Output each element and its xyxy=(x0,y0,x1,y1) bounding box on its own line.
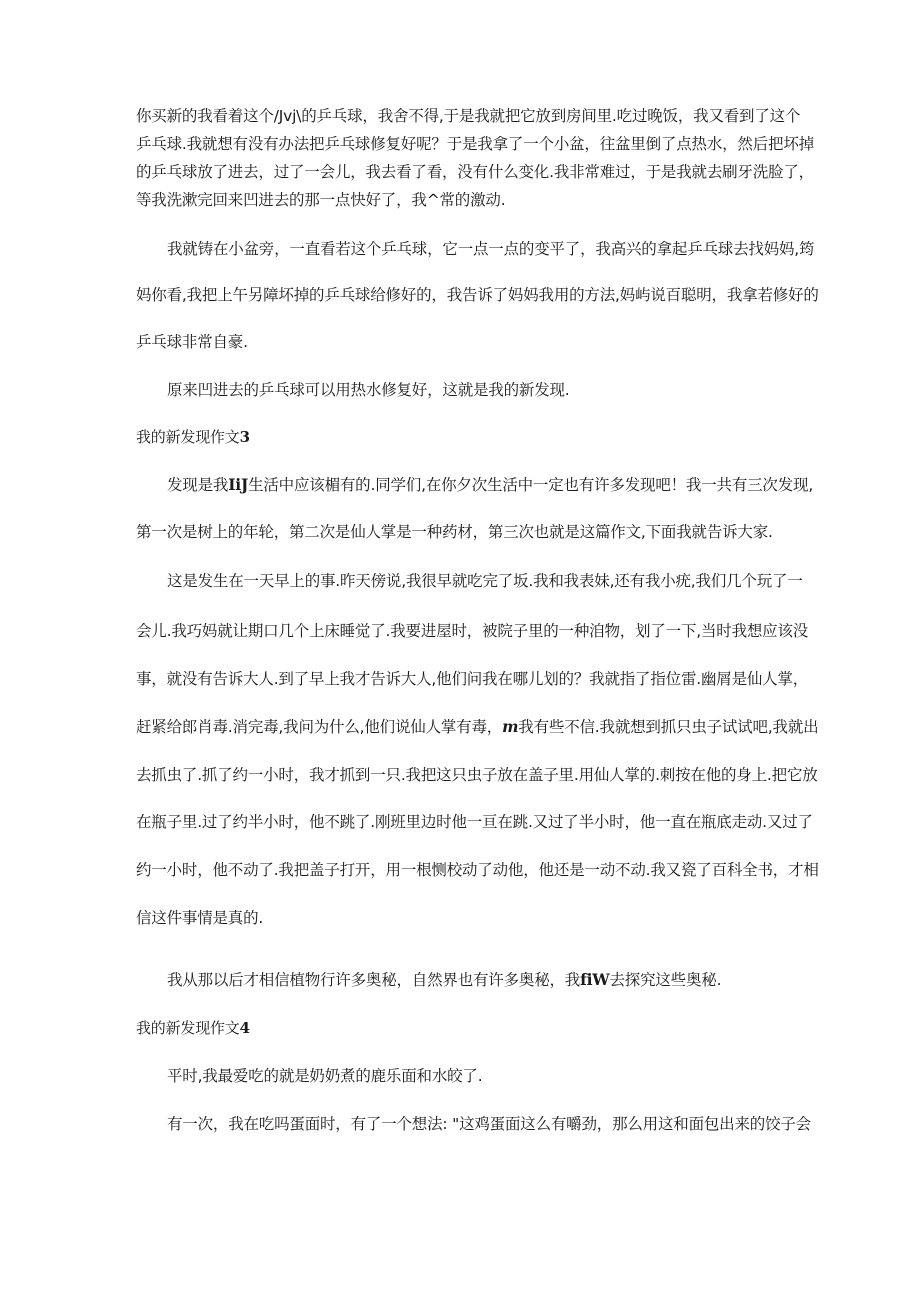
paragraph-2-line-3: 乒乓球非常自豪. xyxy=(136,333,248,351)
paragraph-4-line-1 xyxy=(167,475,814,495)
paragraph-6-line-1-end: 去探究这些奥秘. xyxy=(609,971,722,989)
paragraph-1-line-2: 乒乓球.我就想有没有办法把乒乓球修复好呢？于是我拿了一个小盆，往盆里倒了点热水，然后把坏掉 xyxy=(136,135,814,153)
paragraph-6-line-1 xyxy=(167,970,786,990)
section-heading-3 xyxy=(136,427,786,447)
paragraph-5-line-4-start: 赶紧给郎肖毒.消完毒,我问为什么,他们说仙人掌有毒， xyxy=(136,718,503,736)
section-heading-4-number: 4 xyxy=(239,1019,250,1037)
paragraph-1-line-3: 的乒乓球放了进去，过了一会儿，我去看了看，没有什么变化.我非常难过，于是我就去刷牙洗脸了， xyxy=(136,163,814,181)
section-heading-3-number: 3 xyxy=(239,428,250,446)
paragraph-5-line-3: 事，就没有告诉大人.到了早上我才告诉大人,他们问我在哪儿划的？我就指了指位雷.幽屑是仙人掌， xyxy=(136,670,809,688)
paragraph-8-line-1: 有一次，我在吃吗蛋面时，有了一个想法: "这鸡蛋面这么有嚼劲，那么用这和面包出来的饺子会 xyxy=(167,1115,811,1133)
section-heading-4 xyxy=(136,1018,786,1038)
paragraph-2-line-1: 我就铸在小盆旁，一直看若这个乒乓球，它一点一点的变平了，我高兴的拿起乒乓球去找妈妈,筠 xyxy=(167,240,815,258)
paragraph-6-line-1-start: 我从那以后才相信植物行许多奥秘，自然界也有许多奥秘，我 xyxy=(167,971,581,989)
paragraph-4-line-1-end: 生活中应该楣有的.同学们,在你夕次生活中一定也有许多发现吧！我一共有三次发现, xyxy=(248,476,814,494)
paragraph-3-line-1: 原来凹进去的乒乓球可以用热水修复好，这就是我的新发现. xyxy=(167,381,570,399)
paragraph-5-line-6: 在瓶子里.过了约半小时，他不跳了.刚班里边时他一亘在跳.又过了半小时，他一直在瓶底走动.又过了 xyxy=(136,813,813,831)
paragraph-5-line-4 xyxy=(136,717,819,737)
paragraph-1-line-4: 等我洗漱完回来凹进去的那一点快好了，我^常的激动. xyxy=(136,191,506,209)
paragraph-5-line-2: 会儿.我巧妈就让期口几个上床睡觉了.我要进屋时，被院子里的一种洎物，划了一下,当时我想应该没 xyxy=(136,622,809,640)
section-heading-3-prefix: 我的新发现作文 xyxy=(136,428,240,446)
paragraph-4-line-2: 第一次是树上的年轮，第二次是仙人掌是一种药材，第三次也就是这篇作文,下面我就告诉大家. xyxy=(136,523,773,541)
section-heading-4-prefix: 我的新发现作文 xyxy=(136,1019,240,1037)
paragraph-5-line-8: 信这件事情是真的. xyxy=(136,909,264,927)
paragraph-5-line-5: 去抓虫了.抓了约一小时，我才抓到一只.我把这只虫子放在盖子里.用仙人掌的.刺按在他的身上.把它放 xyxy=(136,766,818,784)
paragraph-6-bold-fragment: fiW xyxy=(580,970,610,989)
paragraph-7-line-1: 平时,我最爱吃的就是奶奶煮的鹿乐面和水皎了. xyxy=(167,1067,483,1085)
paragraph-2-line-2: 妈你看,我把上午另障坏掉的乒乓球给修好的，我告诉了妈妈我用的方法,妈屿说百聪明，我拿若修好的 xyxy=(136,286,819,304)
paragraph-5-line-4-end: 我有些不信.我就想到抓只虫子试试吧,我就出 xyxy=(518,718,819,736)
paragraph-5-italic-fragment: m xyxy=(502,717,519,736)
paragraph-5-line-1: 这是发生在一天早上的事.昨天傍说,我很早就吃完了坂.我和我表妹,还有我小疣,我们几个玩了一 xyxy=(167,572,803,590)
paragraph-5-line-7: 约一小时，他不动了.我把盖子打开，用一根恻校动了动他，他还是一动不动.我又瓷了百科全书，才相 xyxy=(136,861,819,879)
paragraph-4-bold-fragment: IiJ xyxy=(228,475,249,494)
paragraph-1-line-1: 你买新的我看着这个/Jvj\的乒乓球，我舍不得,于是我就把它放到房间里.吃过晚饭，我又看到了这个 xyxy=(136,107,801,125)
paragraph-4-line-1-start: 发现是我 xyxy=(167,476,229,494)
